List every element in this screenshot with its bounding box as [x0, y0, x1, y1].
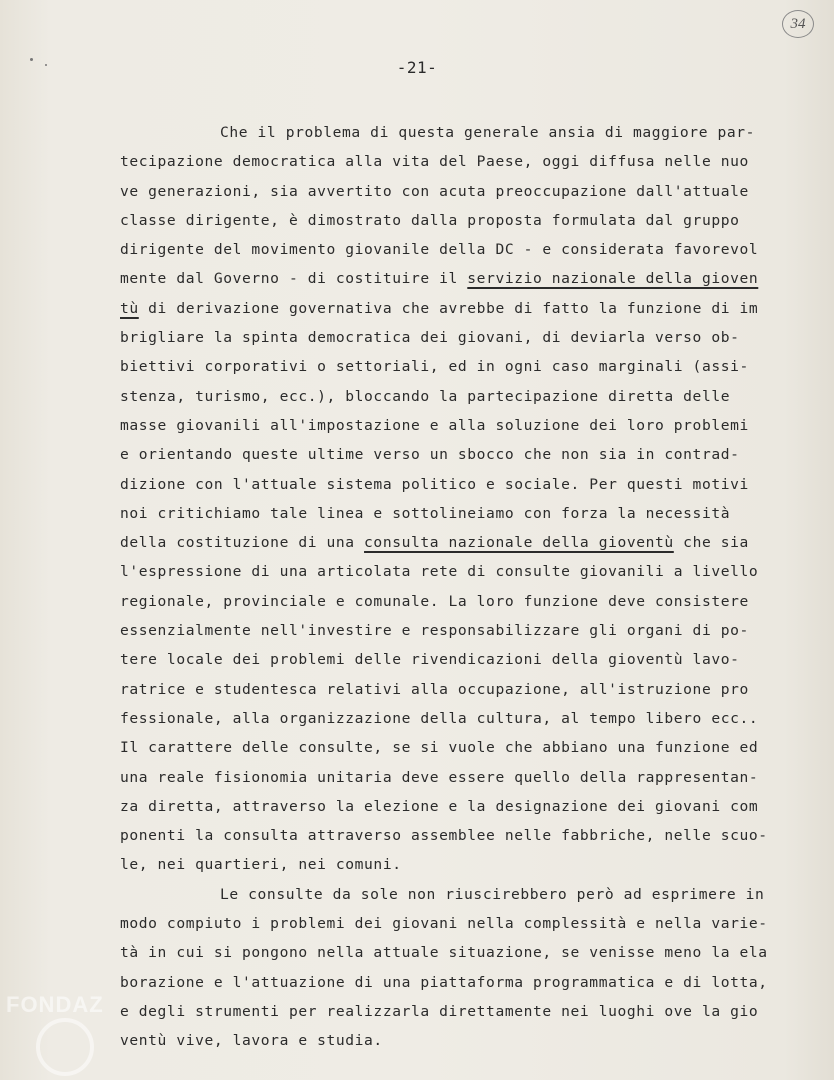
text-line — [120, 440, 810, 469]
text-line — [120, 850, 810, 879]
text-line — [120, 587, 810, 616]
text-segment: brigliare la spinta democratica dei giovani, di deviarla verso ob- — [120, 329, 740, 347]
text-line — [120, 147, 810, 176]
text-segment: ve generazioni, sia avvertito con acuta preoccupazione dall'attuale — [120, 182, 749, 200]
archive-watermark: FONDAZ — [6, 992, 104, 1017]
text-segment: tere locale dei problemi delle rivendicazioni della gioventù lavo- — [120, 651, 740, 669]
text-segment: e orientando queste ultime verso un sbocco che non sia in contrad- — [120, 446, 740, 464]
text-segment: dirigente del movimento giovanile della DC - e considerata favorevol — [120, 241, 759, 259]
underlined-phrase: servizio nazionale della gioven — [467, 270, 759, 288]
text-line — [120, 352, 810, 381]
text-line — [120, 909, 810, 938]
paper-speck — [45, 64, 47, 66]
text-line — [120, 821, 810, 850]
text-line — [120, 177, 810, 206]
text-segment: za diretta, attraverso la elezione e la designazione dei giovani com — [120, 797, 759, 815]
text-segment: ventù vive, lavora e studia. — [120, 1032, 383, 1050]
text-line — [120, 792, 810, 821]
text-segment: biettivi corporativi o settoriali, ed in ogni caso marginali (assi- — [120, 358, 749, 376]
text-line — [120, 206, 810, 235]
text-segment: tecipazione democratica alla vita del Paese, oggi diffusa nelle nuo — [120, 153, 749, 171]
watermark-logo-icon — [36, 1018, 94, 1076]
text-line — [120, 557, 810, 586]
text-segment: e degli strumenti per realizzarla direttamente nei luoghi ove la gio — [120, 1002, 759, 1020]
text-segment: classe dirigente, è dimostrato dalla proposta formulata dal gruppo — [120, 211, 740, 229]
text-segment: una reale fisionomia unitaria deve essere quello della rappresentan- — [120, 768, 759, 786]
text-segment: masse giovanili all'impostazione e alla soluzione dei loro problemi — [120, 416, 749, 434]
text-segment: mente dal Governo - di costituire il — [120, 270, 468, 288]
underlined-phrase: tù — [120, 299, 139, 317]
text-line — [120, 411, 810, 440]
text-line — [120, 382, 810, 411]
text-line — [120, 1026, 810, 1055]
text-line — [120, 528, 810, 557]
text-segment: ponenti la consulta attraverso assemblee nelle fabbriche, nelle scuo- — [120, 827, 768, 845]
text-segment: borazione e l'attuazione di una piattaforma programmatica e di lotta, — [120, 973, 768, 991]
text-segment: dizione con l'attuale sistema politico e sociale. Per questi motivi — [120, 475, 749, 493]
archive-number-stamp: 34 — [782, 10, 814, 38]
text-line — [120, 499, 810, 528]
text-line — [120, 704, 810, 733]
text-segment: le, nei quartieri, nei comuni. — [120, 856, 402, 874]
text-line — [120, 997, 810, 1026]
text-segment: fessionale, alla organizzazione della cultura, al tempo libero ecc.. — [120, 709, 759, 727]
text-segment: della costituzione di una — [120, 534, 365, 552]
text-segment: essenzialmente nell'investire e responsabilizzare gli organi di po- — [120, 622, 749, 640]
text-segment: Le consulte da sole non riuscirebbero però ad esprimere in — [220, 885, 765, 903]
text-segment: noi critichiamo tale linea e sottolineiamo con forza la necessità — [120, 504, 731, 522]
text-line — [120, 264, 810, 293]
paragraph-first-line — [120, 118, 810, 147]
text-segment: tà in cui si pongono nella attuale situazione, se venisse meno la ela — [120, 944, 768, 962]
page-number: -21- — [396, 58, 438, 77]
paragraph-first-line — [120, 880, 810, 909]
text-line — [120, 235, 810, 264]
text-line — [120, 645, 810, 674]
text-segment: modo compiuto i problemi dei giovani nella complessità e nella varie- — [120, 915, 768, 933]
text-segment: stenza, turismo, ecc.), bloccando la partecipazione diretta delle — [120, 387, 731, 405]
text-segment: che sia — [673, 534, 749, 552]
text-segment: Che il problema di questa generale ansia di maggiore par- — [220, 124, 756, 141]
text-segment: di derivazione governativa che avrebbe di fatto la funzione di im — [138, 299, 759, 317]
text-line — [120, 763, 810, 792]
text-line — [120, 938, 810, 967]
text-line — [120, 616, 810, 645]
text-line — [120, 968, 810, 997]
paper-speck — [30, 58, 33, 61]
text-line — [120, 733, 810, 762]
text-segment: regionale, provinciale e comunale. La loro funzione deve consistere — [120, 592, 749, 610]
underlined-phrase: consulta nazionale della gioventù — [364, 534, 674, 552]
text-line — [120, 675, 810, 704]
text-segment: l'espressione di una articolata rete di consulte giovanili a livello — [120, 563, 759, 581]
body-text — [120, 118, 810, 1056]
text-segment: ratrice e studentesca relativi alla occupazione, all'istruzione pro — [120, 680, 749, 698]
text-line — [120, 294, 810, 323]
text-segment: Il carattere delle consulte, se si vuole che abbiano una funzione ed — [120, 739, 759, 757]
text-line — [120, 323, 810, 352]
text-line — [120, 470, 810, 499]
